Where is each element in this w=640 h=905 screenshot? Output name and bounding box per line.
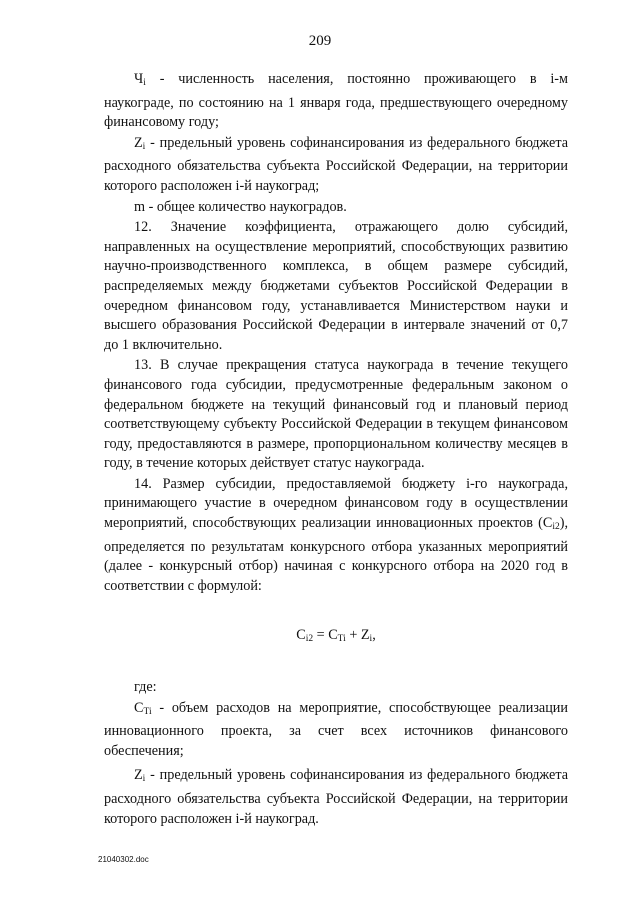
paragraph-13: 13. В случае прекращения статуса наукограда в течение текущего финансового года субсидии, предусмотренные федеральным законом о федеральном бюджете на текущий финансовый год и плановый период соответствующему субъекту Российской Федерации в текущем финансовом году, предоставляются в размере, пропорциональном количеству месяцев в году, в течение которых действует статус наукограда. [104, 357, 568, 472]
symbol-z: Z [134, 134, 143, 151]
formula-lhs-sub: i2 [305, 634, 314, 645]
formula-lhs: C [296, 627, 306, 644]
symbol-c: C [134, 699, 144, 716]
definition-text: - объем расходов на мероприятие, способствующее реализации инновационного проекта, за счет всех источников финансового обеспечения; [104, 699, 568, 759]
formula [104, 626, 568, 650]
paragraph-14 [104, 475, 568, 597]
paragraph-z-definition [104, 134, 568, 197]
paragraph-14-text-b: ), определяется по результатам конкурсного отбора указанных мероприятий (далее - конкурсный отбор) начиная с конкурсного отбора на 2020 год в соответствии с формулой: [104, 515, 568, 594]
symbol-ch: Ч [134, 71, 144, 87]
formula-end: , [372, 627, 376, 644]
paragraph-zi-definition [104, 766, 568, 829]
paragraph-12: 12. Значение коэффициента, отражающего долю субсидий, направленных на осуществление мероприятий, способствующих развитию научно-производственного комплекса, в общем размере субсидий, распределяемых между бюджетами субъектов Российской Федерации в очередном финансовом году, устанавливается Министерством науки и высшего образования Российской Федерации в интервале значений от 0,7 до 1 включительно. [104, 219, 568, 353]
file-name-footer: 21040302.doc [98, 855, 149, 864]
subscript-i: i [143, 78, 146, 88]
paragraph-ch-definition [104, 70, 568, 133]
subscript-i: i [142, 141, 146, 152]
subscript-ti: Ti [143, 706, 152, 717]
formula-plus: + Z [345, 627, 370, 644]
definition-text: - численность населения, постоянно проживающего в i-м наукограде, по состоянию на 1 января года, предшествующего очередному финансовому году; [104, 71, 568, 131]
paragraph-cti-definition [104, 699, 568, 762]
paragraph-14-text-a: 14. Размер субсидии, предоставляемой бюджету i-го наукограда, принимающего участие в очередном финансовом году в осуществлении мероприятий, способствующих реализации инновационных проектов (C [104, 475, 568, 532]
definition-text: - предельный уровень софинансирования из федерального бюджета расходного обязательства субъекта Российской Федерации, на территории которого расположен i-й наукоград. [104, 767, 568, 827]
subscript-i2: i2 [552, 522, 560, 533]
symbol-z: Z [134, 767, 143, 784]
formula-eq: = C [313, 627, 338, 644]
subscript-i: i [142, 774, 146, 785]
paragraph-m-definition: m - общее количество наукоградов. [134, 198, 347, 215]
document-body [104, 70, 568, 830]
where-label: где: [134, 679, 157, 696]
page-number: 209 [308, 33, 332, 49]
formula-t-sub: Ti [337, 634, 346, 645]
definition-text: - предельный уровень софинансирования из федерального бюджета расходного обязательства субъекта Российской Федерации, на территории которого расположен i-й наукоград; [104, 134, 568, 194]
formula-z-sub: i [369, 634, 373, 645]
